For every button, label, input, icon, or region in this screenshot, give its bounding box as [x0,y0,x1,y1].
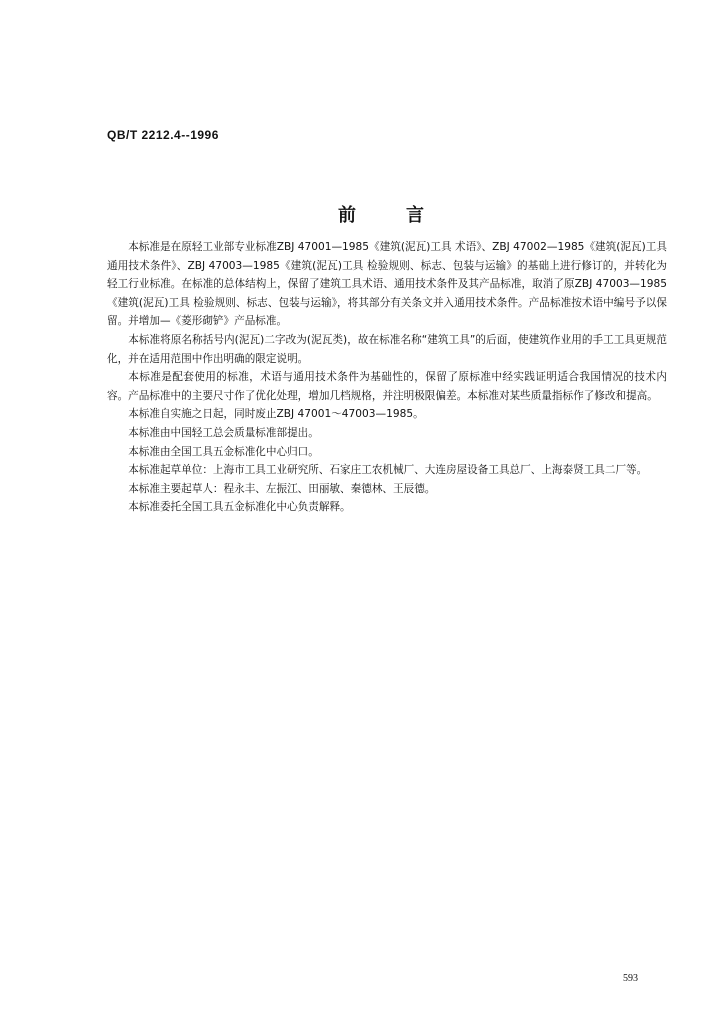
paragraph: 本标准是在原轻工业部专业标准ZBJ 47001—1985《建筑(泥瓦)工具 术语》、ZBJ 47002—1985《建筑(泥瓦)工具 通用技术条件》、ZBJ 47003—1985《建筑(泥瓦)工具 检验规则、标志、包装与运输》的基础上进行修订的，并转化为轻工行业标准。在标准的总体结构上，保留了建筑工具术语、通用技术条件及其产品标准，取消了原ZBJ 47003—1985《建筑(泥瓦)工具 检验规则、标志、包装与运输》，将其部分有关条文并入通用技术条件。产品标准按术语中编号予以保留。并增加—《菱形砌铲》产品标准。 [107,241,667,328]
document-code: QB/T 2212.4--1996 [107,128,219,142]
paragraph: 本标准是配套使用的标准，术语与通用技术条件为基础性的，保留了原标准中经实践证明适合我国情况的技术内容。产品标准中的主要尺寸作了优化处理，增加几档规格，并注明极限偏差。本标准对某些质量指标作了修改和提高。 [107,371,667,402]
page-number: 593 [623,973,638,984]
paragraph: 本标准主要起草人：程永丰、左振江、田丽敏、秦德林、王辰德。 [128,482,436,495]
paragraph: 本标准由全国工具五金标准化中心归口。 [128,445,319,458]
title-char-2: 言 [406,205,424,226]
paragraph: 本标准将原名称括号内(泥瓦)二字改为(泥瓦类)，故在标准名称“建筑工具”的后面，使建筑作业用的手工工具更规范化，并在适用范围中作出明确的限定说明。 [107,333,667,365]
page-title [338,201,424,227]
paragraph: 本标准自实施之日起，同时废止ZBJ 47001～47003—1985。 [128,408,424,421]
paragraph: 本标准委托全国工具五金标准化中心负责解释。 [128,501,351,514]
foreword-body [107,238,667,517]
paragraph: 本标准起草单位：上海市工具工业研究所、石家庄工农机械厂、大连房屋设备工具总厂、上海泰贤工具二厂等。 [128,464,648,477]
paragraph: 本标准由中国轻工总会质量标准部提出。 [128,426,319,439]
title-char-1: 前 [338,205,356,226]
